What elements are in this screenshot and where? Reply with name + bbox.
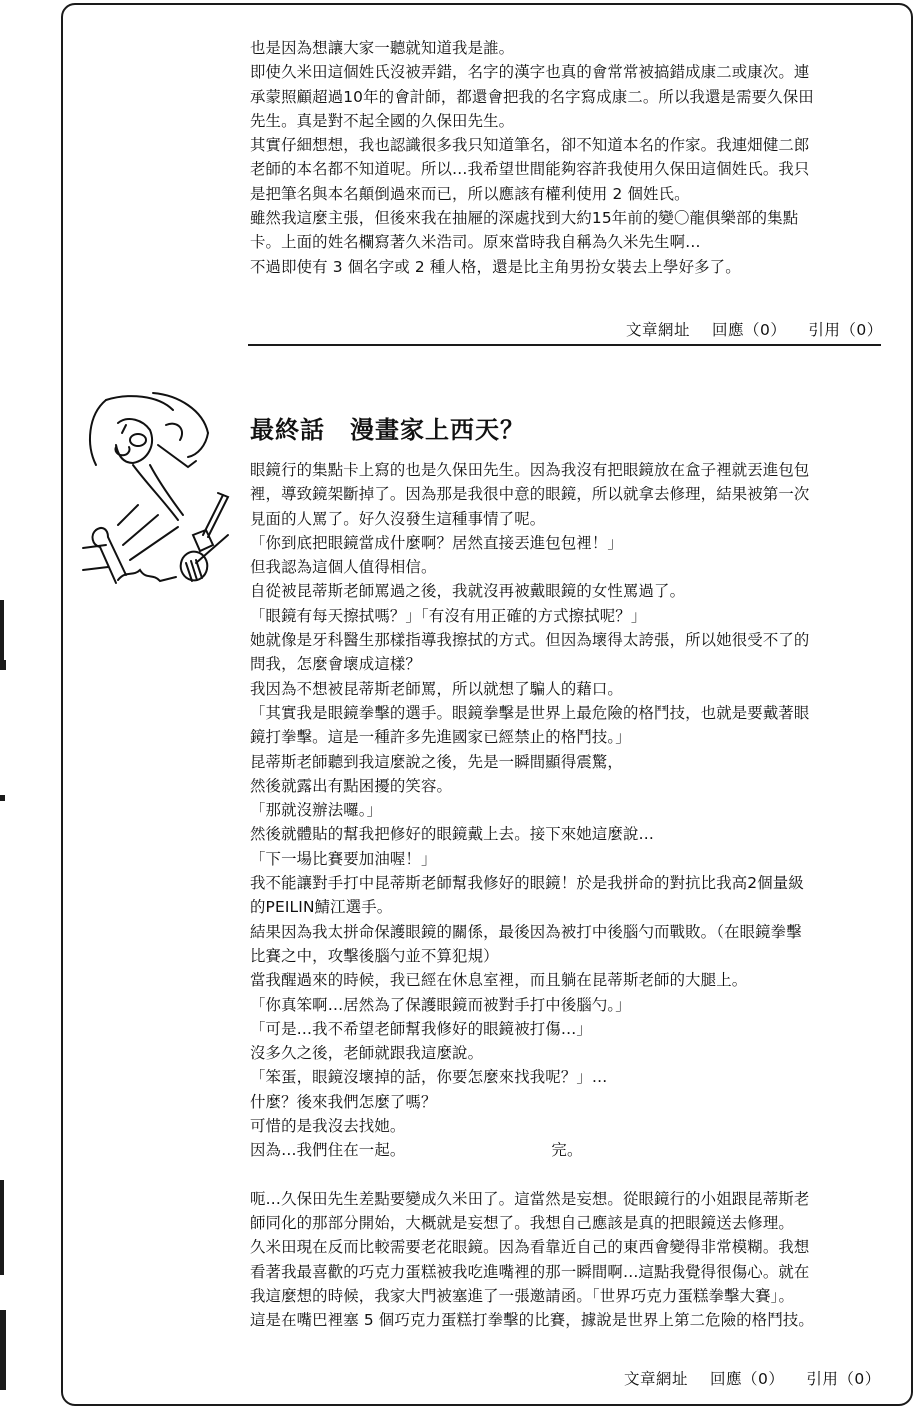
story-line: 但我認為這個人值得相信。 xyxy=(250,558,437,577)
afterword-line: 我這麼想的時候，我家大門被塞進了一張邀請函。「世界巧克力蛋糕拳擊大賽」。 xyxy=(250,1286,795,1305)
story-line: 眼鏡行的集點卡上寫的也是久保田先生。因為我沒有把眼鏡放在盒子裡就丟進包包 xyxy=(250,461,810,479)
story-line: 「眼鏡有每天擦拭嗎？」「有沒有用正確的方式擦拭呢？」 xyxy=(250,606,647,625)
post2-footer xyxy=(624,1367,881,1389)
replies-link[interactable]: 回應（0） xyxy=(712,321,787,339)
story-line: 什麼？後來我們怎麼了嗎？ xyxy=(250,1092,437,1111)
story-line: 「你到底把眼鏡當成什麼啊？居然直接丟進包包裡！」 xyxy=(250,533,623,552)
story-line: 「可是…我不希望老師幫我修好的眼鏡被打傷…」 xyxy=(250,1019,592,1038)
post1-line: 不過即使有 3 個名字或 2 種人格，還是比主角男扮女裝去上學好多了。 xyxy=(250,257,741,276)
post1-line: 也是因為想讓大家一聽就知道我是誰。 xyxy=(250,39,515,57)
afterword-line: 這是在嘴巴裡塞 5 個巧克力蛋糕打拳擊的比賽，據說是世界上第二危險的格鬥技。 xyxy=(250,1311,814,1330)
story-line: 我因為不想被昆蒂斯老師罵，所以就想了騙人的藉口。 xyxy=(250,679,623,698)
story-line: 沒多久之後，老師就跟我這麼說。 xyxy=(250,1044,484,1063)
post1-body xyxy=(250,36,880,279)
story-line: 見面的人罵了。好久沒發生這種事情了呢。 xyxy=(250,509,546,528)
end-mark: 完。 xyxy=(551,1141,583,1160)
trackbacks-link[interactable]: 引用（0） xyxy=(806,1370,881,1388)
story-line: 鏡打拳擊。這是一種許多先進國家已經禁止的格鬥技。」 xyxy=(250,728,631,747)
post2-body xyxy=(250,458,880,1332)
story-line: 問我，怎麼會壞成這樣？ xyxy=(250,655,421,674)
trackbacks-link[interactable]: 引用（0） xyxy=(808,321,883,339)
permalink-link[interactable]: 文章網址 xyxy=(626,321,691,339)
story-line: 裡，導致鏡架斷掉了。因為那是我很中意的眼鏡，所以就拿去修理，結果被第一次 xyxy=(250,485,810,504)
story-line: 昆蒂斯老師聽到我這麼說之後，先是一瞬間顯得震驚， xyxy=(250,752,623,771)
story-line: 然後就體貼的幫我把修好的眼鏡戴上去。接下來她這麼說… xyxy=(250,825,655,844)
story-line: 可惜的是我沒去找她。 xyxy=(250,1117,406,1136)
story-line: 「下一場比賽要加油喔！」 xyxy=(250,849,437,868)
story-line: 「其實我是眼鏡拳擊的選手。眼鏡拳擊是世界上最危險的格鬥技，也就是要戴著眼 xyxy=(250,703,810,722)
story-final-line xyxy=(250,1138,880,1162)
post1-line: 其實仔細想想，我也認識很多我只知道筆名，卻不知道本名的作家。我連畑健二郎 xyxy=(250,136,810,155)
post1-line: 是把筆名與本名顛倒過來而已，所以應該有權利使用 2 個姓氏。 xyxy=(250,184,690,203)
final-line-text: 因為…我們住在一起。 xyxy=(250,1141,406,1160)
story-line: 自從被昆蒂斯老師罵過之後，我就沒再被戴眼鏡的女性罵過了。 xyxy=(250,582,686,601)
afterword-line: 看著我最喜歡的巧克力蛋糕被我吃進嘴裡的那一瞬間啊…這點我覺得很傷心。就在 xyxy=(250,1262,810,1281)
afterword-line: 呃…久保田先生差點要變成久米田了。這當然是妄想。從眼鏡行的小姐跟昆蒂斯老 xyxy=(250,1189,810,1208)
story-line: 「你真笨啊…居然為了保護眼鏡而被對手打中後腦勺。」 xyxy=(250,995,631,1014)
post1-line: 先生。真是對不起全國的久保田先生。 xyxy=(250,111,515,130)
story-line: 比賽之中，攻擊後腦勺並不算犯規） xyxy=(250,946,499,965)
story-line: 「那就沒辦法囉。」 xyxy=(250,801,383,820)
story-line: 「笨蛋，眼鏡沒壞掉的話，你要怎麼來找我呢？」… xyxy=(250,1068,608,1087)
post-divider xyxy=(248,344,881,346)
adjacent-page-bleed xyxy=(0,0,14,1412)
afterword-line: 師同化的那部分開始，大概就是妄想了。我想自己應該是真的把眼鏡送去修理。 xyxy=(250,1213,794,1232)
post1-line: 老師的本名都不知道呢。所以…我希望世間能夠容許我使用久保田這個姓氏。我只 xyxy=(250,160,810,179)
post1-line: 即使久米田這個姓氏沒被弄錯，名字的漢字也真的會常常被搞錯成康二或康次。連 xyxy=(250,63,810,82)
post1-line: 雖然我這麼主張，但後來我在抽屜的深處找到大約15年前的變〇龍俱樂部的集點 xyxy=(250,209,799,228)
story-line: 結果因為我太拼命保護眼鏡的關係，最後因為被打中後腦勺而戰敗。（在眼鏡拳擊 xyxy=(250,922,802,941)
story-line: 然後就露出有點困擾的笑容。 xyxy=(250,776,453,795)
story-line: 當我醒過來的時候，我已經在休息室裡，而且躺在昆蒂斯老師的大腿上。 xyxy=(250,971,748,990)
afterword-line: 久米田現在反而比較需要老花眼鏡。因為看靠近自己的東西會變得非常模糊。我想 xyxy=(250,1238,810,1257)
permalink-link[interactable]: 文章網址 xyxy=(624,1370,689,1388)
post1-line: 承蒙照顧超過10年的會計師，都還會把我的名字寫成康二。所以我還是需要久保田 xyxy=(250,87,814,106)
story-line: 她就像是牙科醫生那樣指導我擦拭的方式。但因為壞得太誇張，所以她很受不了的 xyxy=(250,631,810,650)
post1-line: 卡。上面的姓名欄寫著久米浩司。原來當時我自稱為久米先生啊… xyxy=(250,233,701,252)
story-line: 的PEILIN鯖江選手。 xyxy=(250,898,393,917)
chapter-title: 最終話 漫畫家上西天？ xyxy=(250,416,525,444)
post1-footer xyxy=(626,318,883,340)
replies-link[interactable]: 回應（0） xyxy=(710,1370,785,1388)
story-line: 我不能讓對手打中昆蒂斯老師幫我修好的眼鏡！於是我拼命的對抗比我高2個量級 xyxy=(250,874,804,893)
sketch-woman-with-glasses-icon xyxy=(78,385,238,600)
